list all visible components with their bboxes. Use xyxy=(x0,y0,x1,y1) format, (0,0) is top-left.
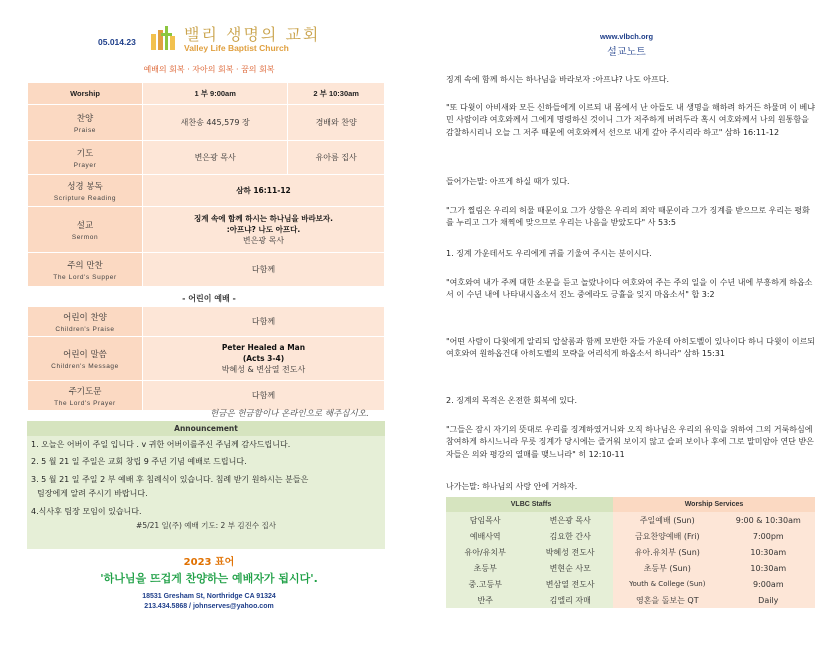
service-time: 9:00 & 10:30am xyxy=(722,512,815,528)
staff-name: 변은광 목사 xyxy=(524,512,616,528)
table-row xyxy=(446,576,616,592)
row-label-en: Children's Message xyxy=(51,362,119,370)
row-label-ko: 주의 만찬 xyxy=(67,260,103,271)
row-label-ko: 어린이 찬양 xyxy=(63,312,107,323)
row-label-en: The Lord's Prayer xyxy=(54,399,116,407)
staff-role: 유아/유치부 xyxy=(446,544,524,560)
table-row xyxy=(446,512,616,528)
worship-services-table xyxy=(613,497,815,608)
sermon-title: 징계 속에 함께 하시는 하나님을 바라보자. xyxy=(193,213,334,223)
praise-service1: 새찬송 445,579 장 xyxy=(143,105,288,141)
service-name: 주일예배 (Sun) xyxy=(613,512,722,528)
service-time: 10:30am xyxy=(722,544,815,560)
sermon-paragraph: 1. 징계 가운데서도 우리에게 귀를 기울여 주시는 분이시다. xyxy=(446,249,652,258)
staff-name: 변삼열 전도사 xyxy=(524,576,616,592)
announcement-item: 2. 5 월 21 일 주일은 교회 창립 9 주년 기념 예배로 드립니다. xyxy=(31,457,247,467)
children-message-teacher: 박혜성 & 변삼열 전도사 xyxy=(221,365,306,375)
worship-order-table xyxy=(27,82,385,287)
offering-note: 헌금은 헌금함이나 온라인으로 해주십시오. xyxy=(210,409,369,419)
row-label-ko: 주기도문 xyxy=(68,386,102,397)
row-label-en: Prayer xyxy=(73,161,97,169)
table-row xyxy=(613,592,815,608)
announcement-item: 3. 5 월 21 일 주일 2 부 예배 후 침례식이 있습니다. 침례 받기 원하시는 분들은 xyxy=(31,474,309,484)
sermon-paragraph: "그가 찔림은 우리의 허물 때문이요 그가 상함은 우리의 죄악 때문이라 그가 징계를 받으므로 우리는 평화를 누리고 그가 채찍에 맞으므로 우리는 나음을 받았도다" 사 53:5 xyxy=(446,206,810,228)
row-label-ko: 성경 봉독 xyxy=(67,181,103,192)
scripture-reading-value: 삼하 16:11-12 xyxy=(143,175,385,207)
staff-role: 반주 xyxy=(446,592,524,608)
table-row xyxy=(613,576,815,592)
services-table-title: Worship Services xyxy=(613,497,815,512)
staff-role: 초등부 xyxy=(446,560,524,576)
church-logo-icon xyxy=(150,24,176,52)
table-row xyxy=(613,560,815,576)
row-label-ko: 어린이 말씀 xyxy=(63,349,107,360)
children-worship-table xyxy=(27,306,385,411)
staff-name: 변현순 사모 xyxy=(524,560,616,576)
row-label-en: The Lord's Supper xyxy=(53,273,117,281)
table-row xyxy=(28,381,385,411)
staff-name: 박혜성 전도사 xyxy=(524,544,616,560)
children-praise-value: 다함께 xyxy=(143,307,385,337)
staff-table-title: VLBC Staffs xyxy=(446,497,616,512)
announcement-item: 1. 오늘은 어버이 주일 입니다 . v 귀한 어버이를주신 주님께 감사드립니다. xyxy=(31,440,291,449)
service-name: 초등부 (Sun) xyxy=(613,560,722,576)
year-motto-label: 2023 표어 xyxy=(183,557,235,568)
table-row xyxy=(28,207,385,253)
service-time: 9:00am xyxy=(722,576,815,592)
service-time: 7:00pm xyxy=(722,528,815,544)
praise-service2: 경배와 찬양 xyxy=(288,105,385,141)
sermon-paragraph: "또 다윗이 아비새와 모든 신하들에게 이르되 내 몸에서 난 아들도 내 생명을 해하려 하거든 하물며 이 베냐민 사람이랴 여호와께서 그에게 명령하신 것이니 그가 저주하게 버려두라 혹시 여호와께서 나의 원통함을 감찰하시리니 오늘 그 저주 때문에 여호와께서 선으로 내게 갚아 주시리라 하고" 삼하 16:11-12 xyxy=(446,103,815,137)
table-row xyxy=(28,337,385,381)
row-label-en: Scripture Reading xyxy=(53,194,117,202)
sermon-paragraph: 징계 속에 함께 하시는 하나님을 바라보자 :아프냐? 나도 아프다. xyxy=(446,75,670,84)
table-row xyxy=(446,544,616,560)
announcement-box xyxy=(27,421,385,549)
service-name: 금요찬양예배 (Fri) xyxy=(613,528,722,544)
staff-role: 중.고등부 xyxy=(446,576,524,592)
service-name: 유아.유치부 (Sun) xyxy=(613,544,722,560)
table-row xyxy=(613,528,815,544)
table-row xyxy=(446,592,616,608)
table-row xyxy=(446,560,616,576)
sermon-paragraph: 들어가는말: 아프게 하실 때가 있다. xyxy=(446,177,570,186)
sermon-paragraph: "여호와여 내가 주께 대한 소문을 듣고 놀랐나이다 여호와여 주는 주의 일을 이 수년 내에 부흥하게 하옵소서 이 수년 내에 나타내시옵소서 진노 중에라도 긍휼을 잊지 마옵소서" 합 3:2 xyxy=(446,278,813,300)
church-name-english: Valley Life Baptist Church xyxy=(184,43,289,53)
staff-role: 담임목사 xyxy=(446,512,524,528)
row-label-en: Praise xyxy=(73,126,97,134)
announcement-footer: #5/21 일(주) 예배 기도: 2 부 김진수 집사 xyxy=(136,520,276,530)
announcement-item: 팀장에게 알려 주시기 바랍니다. xyxy=(37,489,148,499)
sermon-paragraph: 나가는말: 하나님의 사랑 안에 거하자. xyxy=(446,482,578,491)
staff-role: 예배사역 xyxy=(446,528,524,544)
church-name-korean: 밸리 생명의 교회 xyxy=(184,25,321,44)
sermon-paragraph: "그들은 잠시 자기의 뜻대로 우리를 징계하였거니와 오직 하나님은 우리의 유익을 위하여 그의 거룩하심에 참여하게 하시느니라 무릇 징계가 당시에는 즐거워 보이지 않고 슬퍼 보이나 후에 그로 말미암아 연단 받은 자들은 의와 평강의 열매를 맺느니라" 히 12:10-11 xyxy=(446,425,814,459)
table-row xyxy=(28,105,385,141)
service-time: 10:30am xyxy=(722,560,815,576)
table-row xyxy=(28,175,385,207)
children-message-title: Peter Healed a Man xyxy=(221,342,306,352)
col-header-service1: 1 부 9:00am xyxy=(143,83,288,105)
table-row xyxy=(613,544,815,560)
website-link[interactable]: www.vlbch.org xyxy=(599,32,654,41)
lords-supper-value: 다함께 xyxy=(143,253,385,287)
table-row xyxy=(28,253,385,287)
children-message-ref: (Acts 3-4) xyxy=(242,354,285,363)
table-row xyxy=(28,141,385,175)
year-theme: '하나님을 뜨겁게 찬양하는 예배자가 됩시다'. xyxy=(100,572,318,585)
prayer-service2: 유아름 집사 xyxy=(288,141,385,175)
prayer-service1: 변은광 목사 xyxy=(143,141,288,175)
col-header-worship: Worship xyxy=(28,83,143,105)
service-name: Youth & College (Sun) xyxy=(613,576,722,592)
service-time: Daily xyxy=(722,592,815,608)
announcement-title: Announcement xyxy=(27,421,385,436)
bulletin-date: 05.014.23 xyxy=(98,37,136,47)
staff-table xyxy=(446,497,616,608)
sermon-paragraph: "어떤 사람이 다윗에게 알리되 압살롬과 함께 모반한 자들 가운데 아히도벨이 있나이다 하니 다윗이 이르되 여호와여 원하옵건대 아히도벨의 모략을 어리석게 하옵소서 하니라" 삼하 15:31 xyxy=(446,337,816,359)
announcement-item: 4.식사후 팀장 모임이 있습니다. xyxy=(31,506,142,516)
service-name: 영혼을 돌보는 QT xyxy=(613,592,722,608)
staff-name: 김요한 간사 xyxy=(524,528,616,544)
sermon-subtitle: :아프냐? 나도 아프다. xyxy=(226,225,301,234)
row-label-ko: 기도 xyxy=(76,148,94,159)
children-worship-heading: - 어린이 예배 - xyxy=(182,294,236,303)
bulletin-right-panel xyxy=(418,0,835,645)
sermon-preacher: 변은광 목사 xyxy=(242,236,285,246)
table-row xyxy=(446,528,616,544)
row-label-en: Sermon xyxy=(71,233,99,241)
table-row xyxy=(613,512,815,528)
sermon-notes-title: 설교노트 xyxy=(607,47,646,58)
row-label-en: Children's Praise xyxy=(55,325,115,333)
church-motto: 예배의 회복 · 자아의 회복 · 꿈의 회복 xyxy=(143,65,275,74)
col-header-service2: 2 부 10:30am xyxy=(288,83,385,105)
church-address: 18531 Gresham St, Northridge CA 91324 xyxy=(142,593,276,600)
lords-prayer-value: 다함께 xyxy=(143,381,385,411)
church-contact: 213.434.5868 / johnserves@yahoo.com xyxy=(144,603,274,610)
table-row xyxy=(28,307,385,337)
staff-name: 김엘리 자매 xyxy=(524,592,616,608)
sermon-paragraph: 2. 징계의 목적은 온전한 회복에 있다. xyxy=(446,396,578,405)
row-label-ko: 찬양 xyxy=(76,113,94,124)
row-label-ko: 설교 xyxy=(76,220,94,231)
